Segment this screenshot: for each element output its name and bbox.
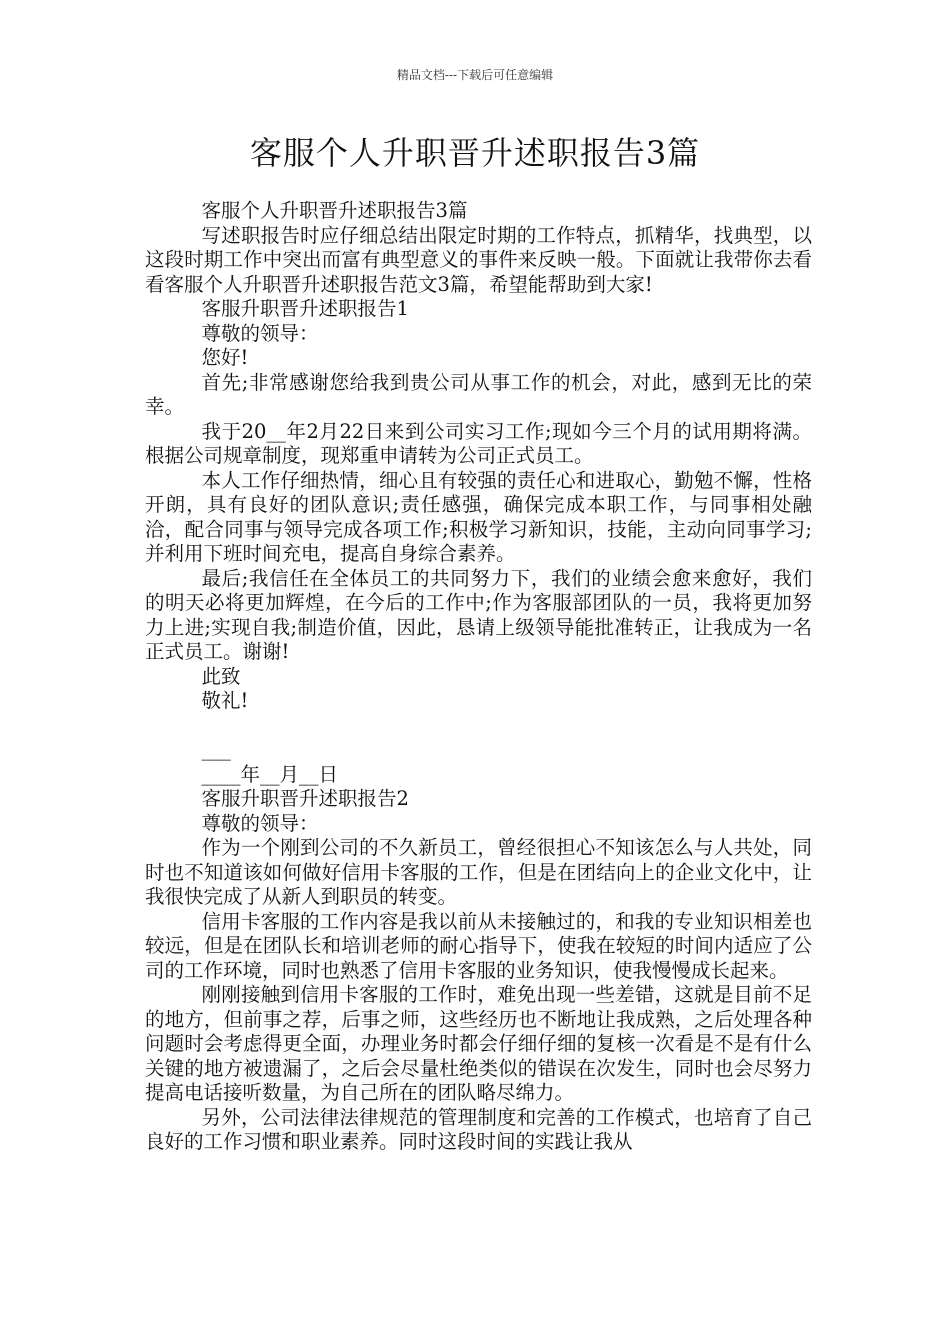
salutation: 尊敬的领导： <box>201 321 319 345</box>
paragraph-subtitle: 客服个人升职晋升述职报告3篇 <box>201 199 468 222</box>
paragraph: 作为一个刚到公司的不久新员工，曾经很担心不知该怎么与人共处，同时也不知道该如何做好信用卡客服的工作，但是在团结向上的企业文化中，让我很快完成了从新人到职员的转变。 <box>145 836 812 908</box>
paragraph: 最后;我信任在全体员工的共同努力下，我们的业绩会愈来愈好，我们的明天必将更加辉煌，在今后的工作中;作为客服部团队的一员，我将更加努力上进;实现自我;制造价值，因此，恳请上级领导能批准转正，让我成为一名正式员工。谢谢! <box>145 566 812 663</box>
date-blank: ____年__月__日 <box>201 762 339 786</box>
greeting: 您好! <box>201 346 249 369</box>
document-title: 客服个人升职晋升述职报告3篇 <box>249 134 701 172</box>
document-body <box>145 199 812 1155</box>
salutation: 尊敬的领导： <box>201 811 319 835</box>
closing-line: 此致 <box>201 664 241 688</box>
closing-regards: 敬礼! <box>201 689 249 712</box>
header-note: 精品文档---下载后可任意编辑 <box>396 68 554 82</box>
paragraph: 信用卡客服的工作内容是我以前从未接触过的，和我的专业知识相差也较远，但是在团队长和培训老师的耐心指导下，使我在较短的时间内适应了公司的工作环境，同时也熟悉了信用卡客服的业务知识，使我慢慢成长起来。 <box>145 909 812 982</box>
section-heading-1: 客服升职晋升述职报告1 <box>201 297 409 320</box>
signature-blank: ___ <box>201 738 231 761</box>
paragraph-intro: 写述职报告时应仔细总结出限定时期的工作特点，抓精华，找典型，以这段时期工作中突出而富有典型意义的事件来反映一般。下面就让我带你去看看客服个人升职晋升述职报告范文3篇，希望能帮助到大家! <box>145 223 812 296</box>
paragraph: 我于20__年2月22日来到公司实习工作;现如今三个月的试用期将满。根据公司规章制度，现郑重申请转为公司正式员工。 <box>145 419 812 467</box>
blank-line <box>145 714 812 739</box>
section-heading-2: 客服升职晋升述职报告2 <box>201 787 409 810</box>
paragraph: 另外，公司法律法律规范的管理制度和完善的工作模式，也培育了自己良好的工作习惯和职业素养。同时这段时间的实践让我从 <box>145 1105 812 1153</box>
paragraph: 首先;非常感谢您给我到贵公司从事工作的机会，对此，感到无比的荣幸。 <box>145 370 812 418</box>
paragraph: 本人工作仔细热情，细心且有较强的责任心和进取心，勤勉不懈，性格开朗，具有良好的团队意识;责任感强，确保完成本职工作，与同事相处融洽，配合同事与领导完成各项工作;积极学习新知识，技能，主动向同事学习;并利用下班时间充电，提高自身综合素养。 <box>145 468 812 565</box>
paragraph: 刚刚接触到信用卡客服的工作时，难免出现一些差错，这就是目前不足的地方，但前事之荐，后事之师，这些经历也不断地让我成熟，之后处理各种问题时会考虑得更全面，办理业务时都会仔细仔细的复核一次看是不是有什么关键的地方被遗漏了，之后会尽量杜绝类似的错误在次发生，同时也会尽努力提高电话接听数量，为自己所在的团队略尽绵力。 <box>145 983 812 1104</box>
